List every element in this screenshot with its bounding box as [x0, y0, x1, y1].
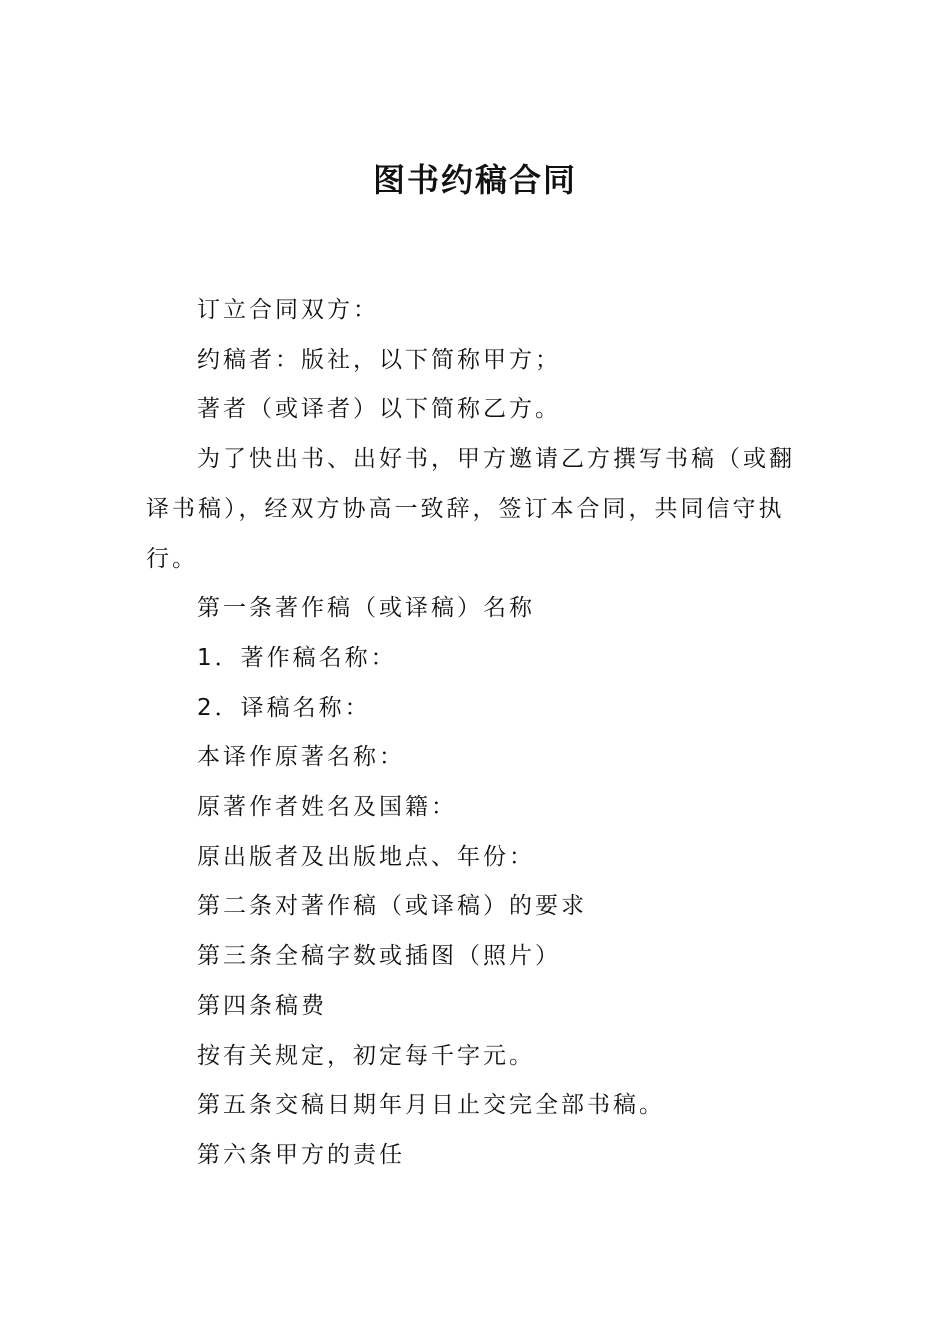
article-heading: 第二条对著作稿（或译稿）的要求 [197, 893, 587, 920]
paragraph: 原著作者姓名及国籍： [197, 794, 457, 821]
document-body [146, 286, 808, 1181]
paragraph: 2．译稿名称： [197, 694, 371, 721]
paragraph: 原出版者及出版地点、年份： [197, 843, 535, 870]
article-heading: 第三条全稿字数或插图（照片） [197, 943, 561, 970]
paragraph: 著者（或译者）以下简称乙方。 [197, 396, 561, 423]
paragraph: 1．著作稿名称： [197, 644, 397, 671]
paragraph: 本译作原著名称： [197, 744, 405, 771]
paragraph: 订立合同双方： [197, 297, 379, 323]
document-title: 图书约稿合同 [372, 161, 577, 199]
article-heading: 第六条甲方的责任 [197, 1141, 405, 1168]
article-heading: 第四条稿费 [197, 992, 327, 1019]
paragraph: 按有关规定，初定每千字元。 [197, 1042, 535, 1069]
paragraph: 为了快出书、出好书，甲方邀请乙方撰写书稿（或翻译书稿），经双方协高一致辞，签订本合同，共同信守执行。 [146, 446, 795, 572]
article-heading: 第一条著作稿（或译稿）名称 [197, 595, 535, 622]
paragraph: 约稿者：版社，以下简称甲方； [197, 346, 561, 373]
article-heading: 第五条交稿日期年月日止交完全部书稿。 [197, 1092, 665, 1119]
